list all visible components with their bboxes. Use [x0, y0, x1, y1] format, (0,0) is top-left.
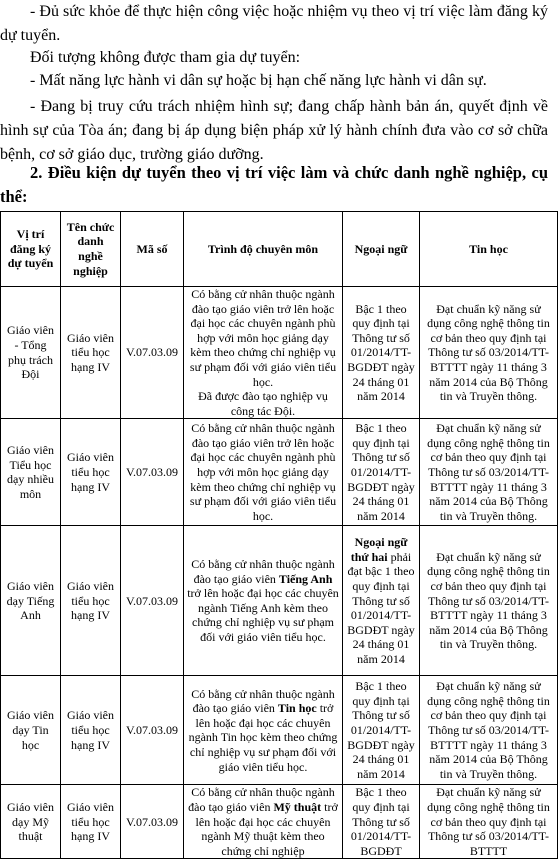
qualification-extra: Đã được đào tạo nghiệp vụ công tác Đội.: [198, 389, 328, 418]
language-text: phải đạt bậc 1 theo quy định tại Thông tư số 01/2014/TT-BGDĐT ngày 24 tháng 01 năm 2014: [347, 549, 415, 666]
cell-code: V.07.03.09: [121, 526, 184, 676]
cell-title: Giáo viên tiểu học hạng IV: [61, 526, 121, 676]
cell-code: V.07.03.09: [121, 419, 184, 526]
qualification-text: Có bằng cử nhân thuộc ngành đào tạo giáo viên trở lên hoặc đại học các chuyên ngành phù hợp với môn học giảng dạy kèm theo chứng chỉ nghiệp vụ sư phạm đối với giáo viên tiểu học.: [189, 287, 337, 389]
cell-title: Giáo viên tiểu học hạng IV: [61, 785, 121, 859]
cell-qualification: Có bằng cử nhân thuộc ngành đào tạo giáo viên trở lên hoặc đại học các chuyên ngành phù hợp với môn học giảng dạy kèm theo chứng chỉ nghiệp vụ sư phạm đối với giáo viên tiểu học.: [184, 419, 343, 526]
cell-position: Giáo viên Tiểu học dạy nhiều môn: [1, 419, 61, 526]
header-title: Tên chức danh nghề nghiệp: [61, 212, 121, 287]
qualification-text-cont: trở lên hoặc đại học các chuyên ngành Tiếng Anh kèm theo chứng chỉ nghiệp vụ sư phạm đối với giáo viên tiểu học.: [187, 586, 339, 645]
header-code: Mã số: [121, 212, 184, 287]
cell-it: Đạt chuẩn kỹ năng sử dụng công nghệ thông tin cơ bản theo quy định tại Thông tư số 03/2014/TT-BTTTT: [420, 785, 558, 859]
cell-code: V.07.03.09: [121, 287, 184, 419]
header-qualification: Trình độ chuyên môn: [184, 212, 343, 287]
cell-language: Bậc 1 theo quy định tại Thông tư số 01/2014/TT-BGDĐT ngày 24 tháng 01 năm 2014: [343, 287, 420, 419]
cell-it: Đạt chuẩn kỹ năng sử dụng công nghệ thông tin cơ bản theo quy định tại Thông tư số 03/2014/TT-BTTTT ngày 11 tháng 3 năm 2014 của Bộ Thông tin và Truyền thông.: [420, 676, 558, 785]
cell-language: Bậc 1 theo quy định tại Thông tư số 01/2014/TT-BGDĐT: [343, 785, 420, 859]
qualification-text: Có bằng cử nhân thuộc ngành đào tạo giáo viên: [191, 686, 335, 716]
cell-code: V.07.03.09: [121, 676, 184, 785]
qualification-text-cont: trở lên hoặc đại học các chuyên ngành Mỹ thuật kèm theo chứng chỉ nghiệp: [195, 799, 338, 858]
not-eligible-title: Đối tượng không được tham gia dự tuyển:: [30, 49, 301, 66]
cell-qualification: [184, 785, 343, 859]
not-eligible-item-2: - Đang bị truy cứu trách nhiệm hình sự; đang chấp hành bản án, quyết định về hình sự của Tòa án; đang bị áp dụng biện pháp xử lý hành chính đưa vào cơ sở chữa bệnh, cơ sở giáo dục, trường giáo dưỡng.: [0, 98, 548, 163]
qualification-subject: Tiếng Anh: [278, 571, 333, 586]
second-language-label: Ngoại ngữ thứ hai: [350, 535, 408, 564]
qualification-text: Có bằng cử nhân thuộc ngành đào tạo giáo viên: [191, 557, 335, 586]
cell-position: Giáo viên dạy Tin học: [1, 676, 61, 785]
section-heading: 2. Điều kiện dự tuyển theo vị trí việc làm và chức danh nghề nghiệp, cụ thể:: [0, 163, 548, 206]
health-requirement-text: - Đủ sức khỏe để thực hiện công việc hoặc nhiệm vụ theo vị trí việc làm đăng ký dự tuyển.: [0, 3, 548, 44]
table-row: [1, 287, 558, 419]
cell-language: [343, 526, 420, 676]
cell-language: Bậc 1 theo quy định tại Thông tư số 01/2014/TT-BGDĐT ngày 24 tháng 01 năm 2014: [343, 419, 420, 526]
qualification-text: Có bằng cử nhân thuộc ngành đào tạo giáo viên: [188, 785, 335, 814]
cell-it: Đạt chuẩn kỹ năng sử dụng công nghệ thông tin cơ bản theo quy định tại Thông tư số 03/2014/TT-BTTTT ngày 11 tháng 3 năm 2014 của Bộ Thông tin và Truyền thông.: [420, 419, 558, 526]
cell-it: Đạt chuẩn kỹ năng sử dụng công nghệ thông tin cơ bản theo quy định tại Thông tư số 03/2014/TT-BTTTT ngày 11 tháng 3 năm 2014 của Bộ Thông tin và Truyền thông.: [420, 287, 558, 419]
table-row: [1, 785, 558, 859]
cell-position: Giáo viên - Tổng phụ trách Đội: [1, 287, 61, 419]
table-row: [1, 419, 558, 526]
cell-language: Bậc 1 theo quy định tại Thông tư số 01/2014/TT-BGDĐT ngày 24 tháng 01 năm 2014: [343, 676, 420, 785]
cell-title: Giáo viên tiểu học hạng IV: [61, 287, 121, 419]
table-row: [1, 526, 558, 676]
cell-qualification: [184, 526, 343, 676]
not-eligible-item-1: - Mất năng lực hành vi dân sự hoặc bị hạn chế năng lực hành vi dân sự.: [30, 72, 487, 89]
table-header-row: [1, 212, 558, 287]
qualification-subject: Mỹ thuật: [273, 799, 322, 814]
header-position: Vị trí đăng ký dự tuyển: [1, 212, 61, 287]
table-row: [1, 676, 558, 785]
header-it: Tin học: [420, 212, 558, 287]
header-language: Ngoại ngữ: [343, 212, 420, 287]
cell-it: Đạt chuẩn kỹ năng sử dụng công nghệ thông tin cơ bản theo quy định tại Thông tư số 03/2014/TT-BTTTT ngày 11 tháng 3 năm 2014 của Bộ Thông tin và Truyền thông.: [420, 526, 558, 676]
cell-qualification: [184, 287, 343, 419]
cell-position: Giáo viên dạy Mỹ thuật: [1, 785, 61, 859]
qualification-subject: Tin học: [277, 701, 317, 716]
cell-position: Giáo viên dạy Tiếng Anh: [1, 526, 61, 676]
requirements-table: [0, 211, 558, 859]
cell-qualification: [184, 676, 343, 785]
cell-title: Giáo viên tiểu học hạng IV: [61, 676, 121, 785]
cell-title: Giáo viên tiểu học hạng IV: [61, 419, 121, 526]
cell-code: V.07.03.09: [121, 785, 184, 859]
qualification-text-cont: trở lên hoặc đại học các chuyên ngành Tin học kèm theo chứng chỉ nghiệp vụ sư phạm đối với giáo viên tiểu học.: [188, 701, 338, 774]
